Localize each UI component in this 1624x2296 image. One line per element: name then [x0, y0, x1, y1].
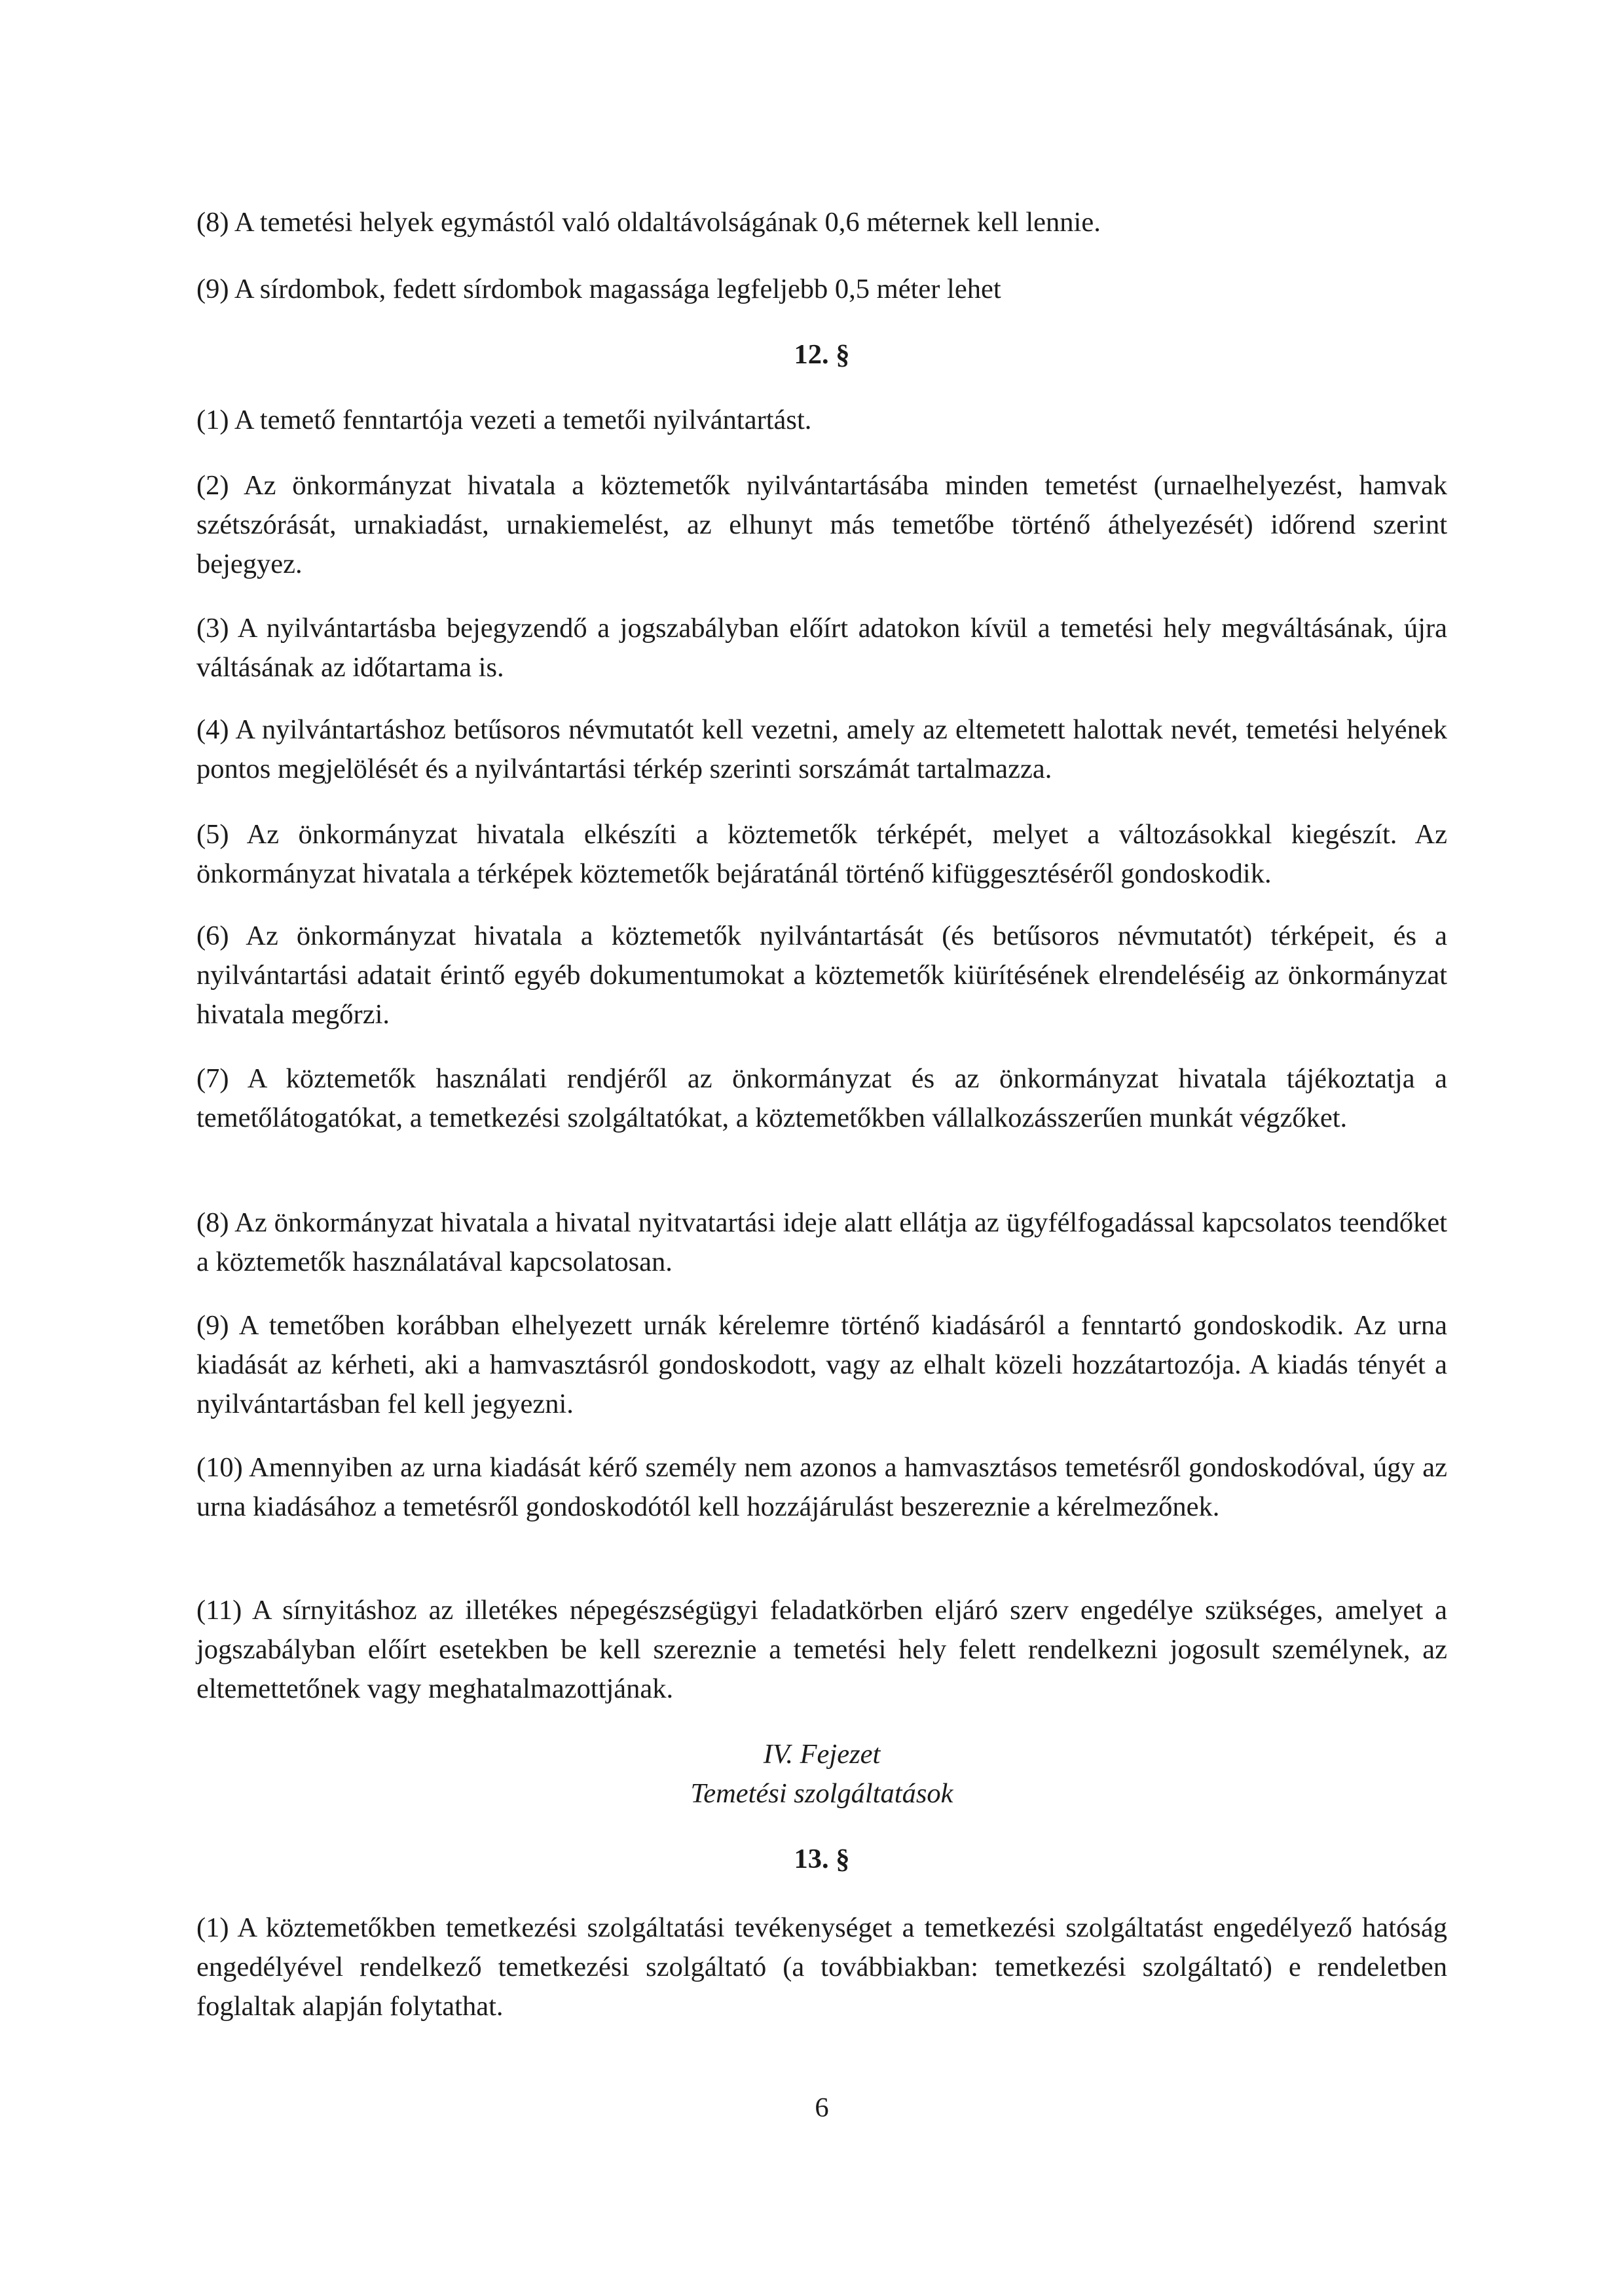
section-12-heading: 12. § [794, 339, 850, 370]
chapter-number: IV. Fejezet [763, 1739, 881, 1770]
section-12-paragraph-1: (1) A temető fenntartója vezeti a temetői nyilvántartást. [196, 405, 812, 435]
page-number: 6 [815, 2092, 829, 2123]
paragraph-9-mound-height: (9) A sírdombok, fedett sírdombok magassága legfeljebb 0,5 méter lehet [196, 274, 1001, 304]
section-12-paragraph-10: (10) Amennyiben az urna kiadását kérő személy nem azonos a hamvasztásos temetésről gondoskodóval, úgy az urna kiadásához a temetésről gondoskodótól kell hozzájárulást beszereznie a kérelmezőnek. [196, 1452, 1447, 1522]
chapter-title: Temetési szolgáltatások [690, 1778, 953, 1809]
section-12-paragraph-5: (5) Az önkormányzat hivatala elkészíti a köztemetők térképét, melyet a változásokkal kiegészít. Az önkormányzat hivatala a térképek köztemetők bejáratánál történő kifüggesztéséről gondoskodik. [196, 819, 1447, 889]
paragraph-8-spacing: (8) A temetési helyek egymástól való oldaltávolságának 0,6 méternek kell lennie. [196, 207, 1101, 238]
section-13-heading: 13. § [794, 1844, 850, 1874]
section-12-paragraph-8: (8) Az önkormányzat hivatala a hivatal nyitvatartási ideje alatt ellátja az ügyfélfogadással kapcsolatos teendőket a köztemetők használatával kapcsolatosan. [196, 1207, 1447, 1277]
section-12-paragraph-3: (3) A nyilvántartásba bejegyzendő a jogszabályban előírt adatokon kívül a temetési hely megváltásának, újra váltásának az időtartama is. [196, 613, 1447, 683]
section-12-paragraph-6: (6) Az önkormányzat hivatala a köztemetők nyilvántartását (és betűsoros névmutatót) térképeit, és a nyilvántartási adatait érintő egyéb dokumentumokat a köztemetők kiürítésének elrendeléséig az önkormányzat hivatala megőrzi. [196, 920, 1447, 1030]
section-12-paragraph-4: (4) A nyilvántartáshoz betűsoros névmutatót kell vezetni, amely az eltemetett halottak nevét, temetési helyének pontos megjelölését és a nyilvántartási térkép szerinti sorszámát tartalmazza. [196, 714, 1447, 784]
section-13-paragraph-1: (1) A köztemetőkben temetkezési szolgáltatási tevékenységet a temetkezési szolgáltatást engedélyező hatóság engedélyével rendelkező temetkezési szolgáltató (a továbbiakban: temetkezési szolgáltató) e rendeletben foglaltak alapján folytathat. [196, 1912, 1447, 2022]
section-12-paragraph-9: (9) A temetőben korábban elhelyezett urnák kérelemre történő kiadásáról a fenntartó gondoskodik. Az urna kiadását az kérheti, aki a hamvasztásról gondoskodott, vagy az elhalt közeli hozzátartozója. A kiadás tényét a nyilvántartásban fel kell jegyezni. [196, 1310, 1447, 1419]
section-12-paragraph-2: (2) Az önkormányzat hivatala a köztemetők nyilvántartásába minden temetést (urnaelhelyezést, hamvak szétszórását, urnakiadást, urnakiemelést, az elhunyt más temetőbe történő áthelyezését) időrend szerint bejegyez. [196, 470, 1447, 579]
section-12-paragraph-7: (7) A köztemetők használati rendjéről az önkormányzat és az önkormányzat hivatala tájékoztatja a temetőlátogatókat, a temetkezési szolgáltatókat, a köztemetőkben vállalkozásszerűen munkát végzőket. [196, 1063, 1447, 1133]
section-12-paragraph-11: (11) A sírnyitáshoz az illetékes népegészségügyi feladatkörben eljáró szerv engedélye szükséges, amelyet a jogszabályban előírt esetekben be kell szereznie a temetési hely felett rendelkezni jogosult személynek, az eltemettetőnek vagy meghatalmazottjának. [196, 1595, 1447, 1704]
